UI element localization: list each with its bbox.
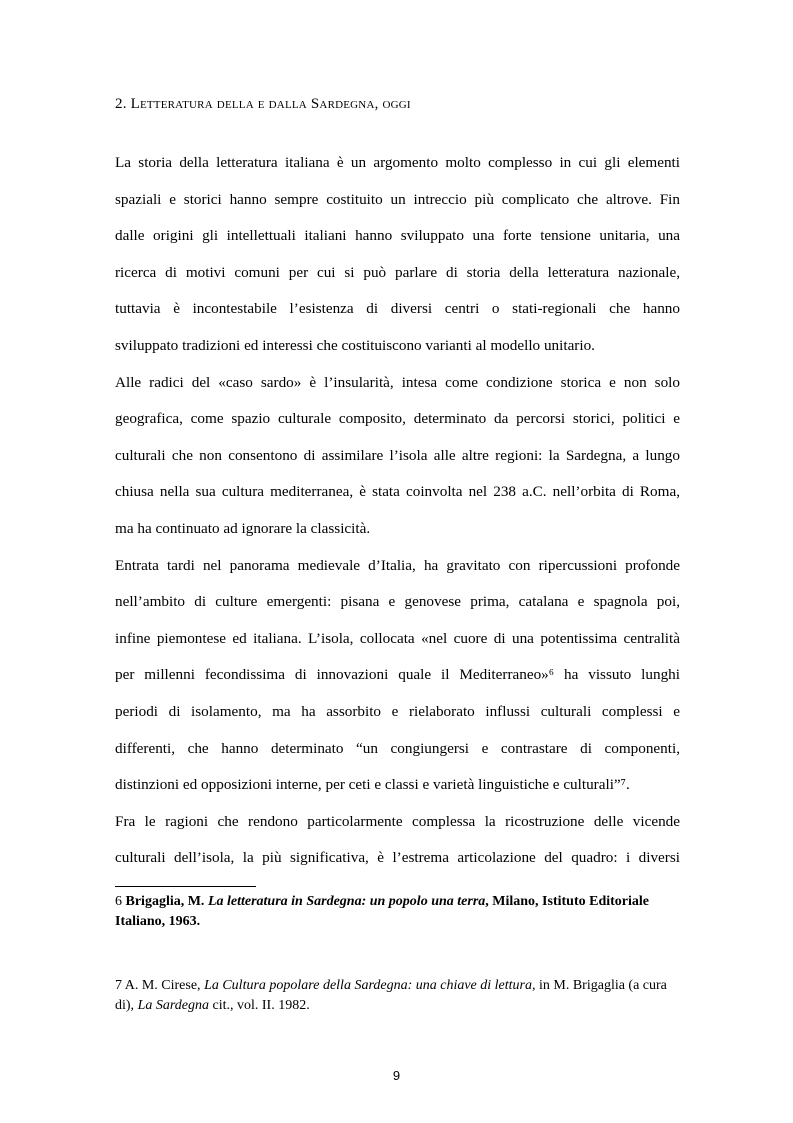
text-line: Fra le ragioni che rendono particolarmente complessa la ricostruzione delle vicende — [115, 812, 680, 830]
text-line: differenti, che hanno determinato “un congiungersi e contrastare di componenti, — [115, 739, 680, 757]
footnote-number: 7 — [115, 978, 125, 993]
footnote-publication: , Milano, Istituto Editoriale Italiano, 1963. — [115, 894, 649, 929]
text-line: nell’ambito di culture emergenti: pisana e genovese prima, catalana e spagnola poi, — [115, 593, 680, 611]
paragraph-line-last — [115, 328, 680, 365]
footnote-separator — [115, 886, 256, 887]
text-line: culturali che non consentono di assimilare l’isola alle altre regioni: la Sardegna, a lungo — [115, 446, 680, 464]
text-line: distinzioni ed opposizioni interne, per ceti e classi e varietà linguistiche e culturali”⁷. — [115, 776, 630, 794]
section-heading: 2. Letteratura della e dalla Sardegna, oggi — [115, 96, 411, 112]
paragraph — [115, 365, 680, 511]
text-line: culturali dell’isola, la più significativa, è l’estrema articolazione del quadro: i diversi — [115, 849, 680, 867]
footnote-6 — [115, 892, 680, 932]
text-line: per millenni fecondissima di innovazioni quale il Mediterraneo»⁶ ha vissuto lunghi — [115, 666, 680, 684]
text-line: spaziali e storici hanno sempre costituito un intreccio più complicato che altrove. Fin — [115, 190, 680, 208]
text-line: Alle radici del «caso sardo» è l’insularità, intesa come condizione storica e non solo — [115, 373, 680, 391]
footnote-publication: cit., vol. II. 1982. — [209, 998, 310, 1013]
text-line: geografica, come spazio culturale composito, determinato da percorsi storici, politici e — [115, 410, 680, 428]
paragraph-line-last — [115, 767, 680, 804]
text-line: infine piemontese ed italiana. L’isola, collocata «nel cuore di una potentissima centralità — [115, 629, 680, 647]
text-line: ma ha continuato ad ignorare la classicità. — [115, 519, 371, 537]
text-line: sviluppato tradizioni ed interessi che costituiscono varianti al modello unitario. — [115, 336, 595, 354]
body-text — [115, 145, 680, 877]
footnote-number: 6 — [115, 894, 126, 909]
footnote-title: La Cultura popolare della Sardegna: una chiave di lettura — [204, 978, 532, 993]
text-line: Entrata tardi nel panorama medievale d’Italia, ha gravitato con ripercussioni profonde — [115, 556, 680, 574]
footnote-title: La letteratura in Sardegna: un popolo una terra — [207, 894, 486, 909]
footnote-author: Brigaglia, M. — [125, 894, 208, 909]
paragraph — [115, 804, 680, 877]
paragraph — [115, 548, 680, 768]
text-line: tuttavia è incontestabile l’esistenza di diversi centri o stati-regionali che hanno — [115, 300, 680, 318]
footnote-7 — [115, 976, 680, 1016]
footnote-author: A. M. Cirese, — [124, 978, 205, 993]
text-line: periodi di isolamento, ma ha assorbito e rielaborato influssi culturali complessi e — [115, 702, 680, 720]
text-line: ricerca di motivi comuni per cui si può parlare di storia della letteratura nazionale, — [115, 263, 680, 281]
text-line: dalle origini gli intellettuali italiani hanno sviluppato una forte tensione unitaria, una — [115, 227, 680, 245]
paragraph — [115, 145, 680, 328]
paragraph-line-last — [115, 511, 680, 548]
page-number: 9 — [392, 1068, 401, 1083]
footnote-middle: , in M. Brigaglia (a cura di), — [115, 978, 667, 1013]
footnote-title2: La Sardegna — [137, 998, 209, 1013]
text-line: La storia della letteratura italiana è un argomento molto complesso in cui gli elementi — [115, 154, 680, 171]
text-line: chiusa nella sua cultura mediterranea, è stata coinvolta nel 238 a.C. nell’orbita di Roma, — [115, 483, 680, 501]
